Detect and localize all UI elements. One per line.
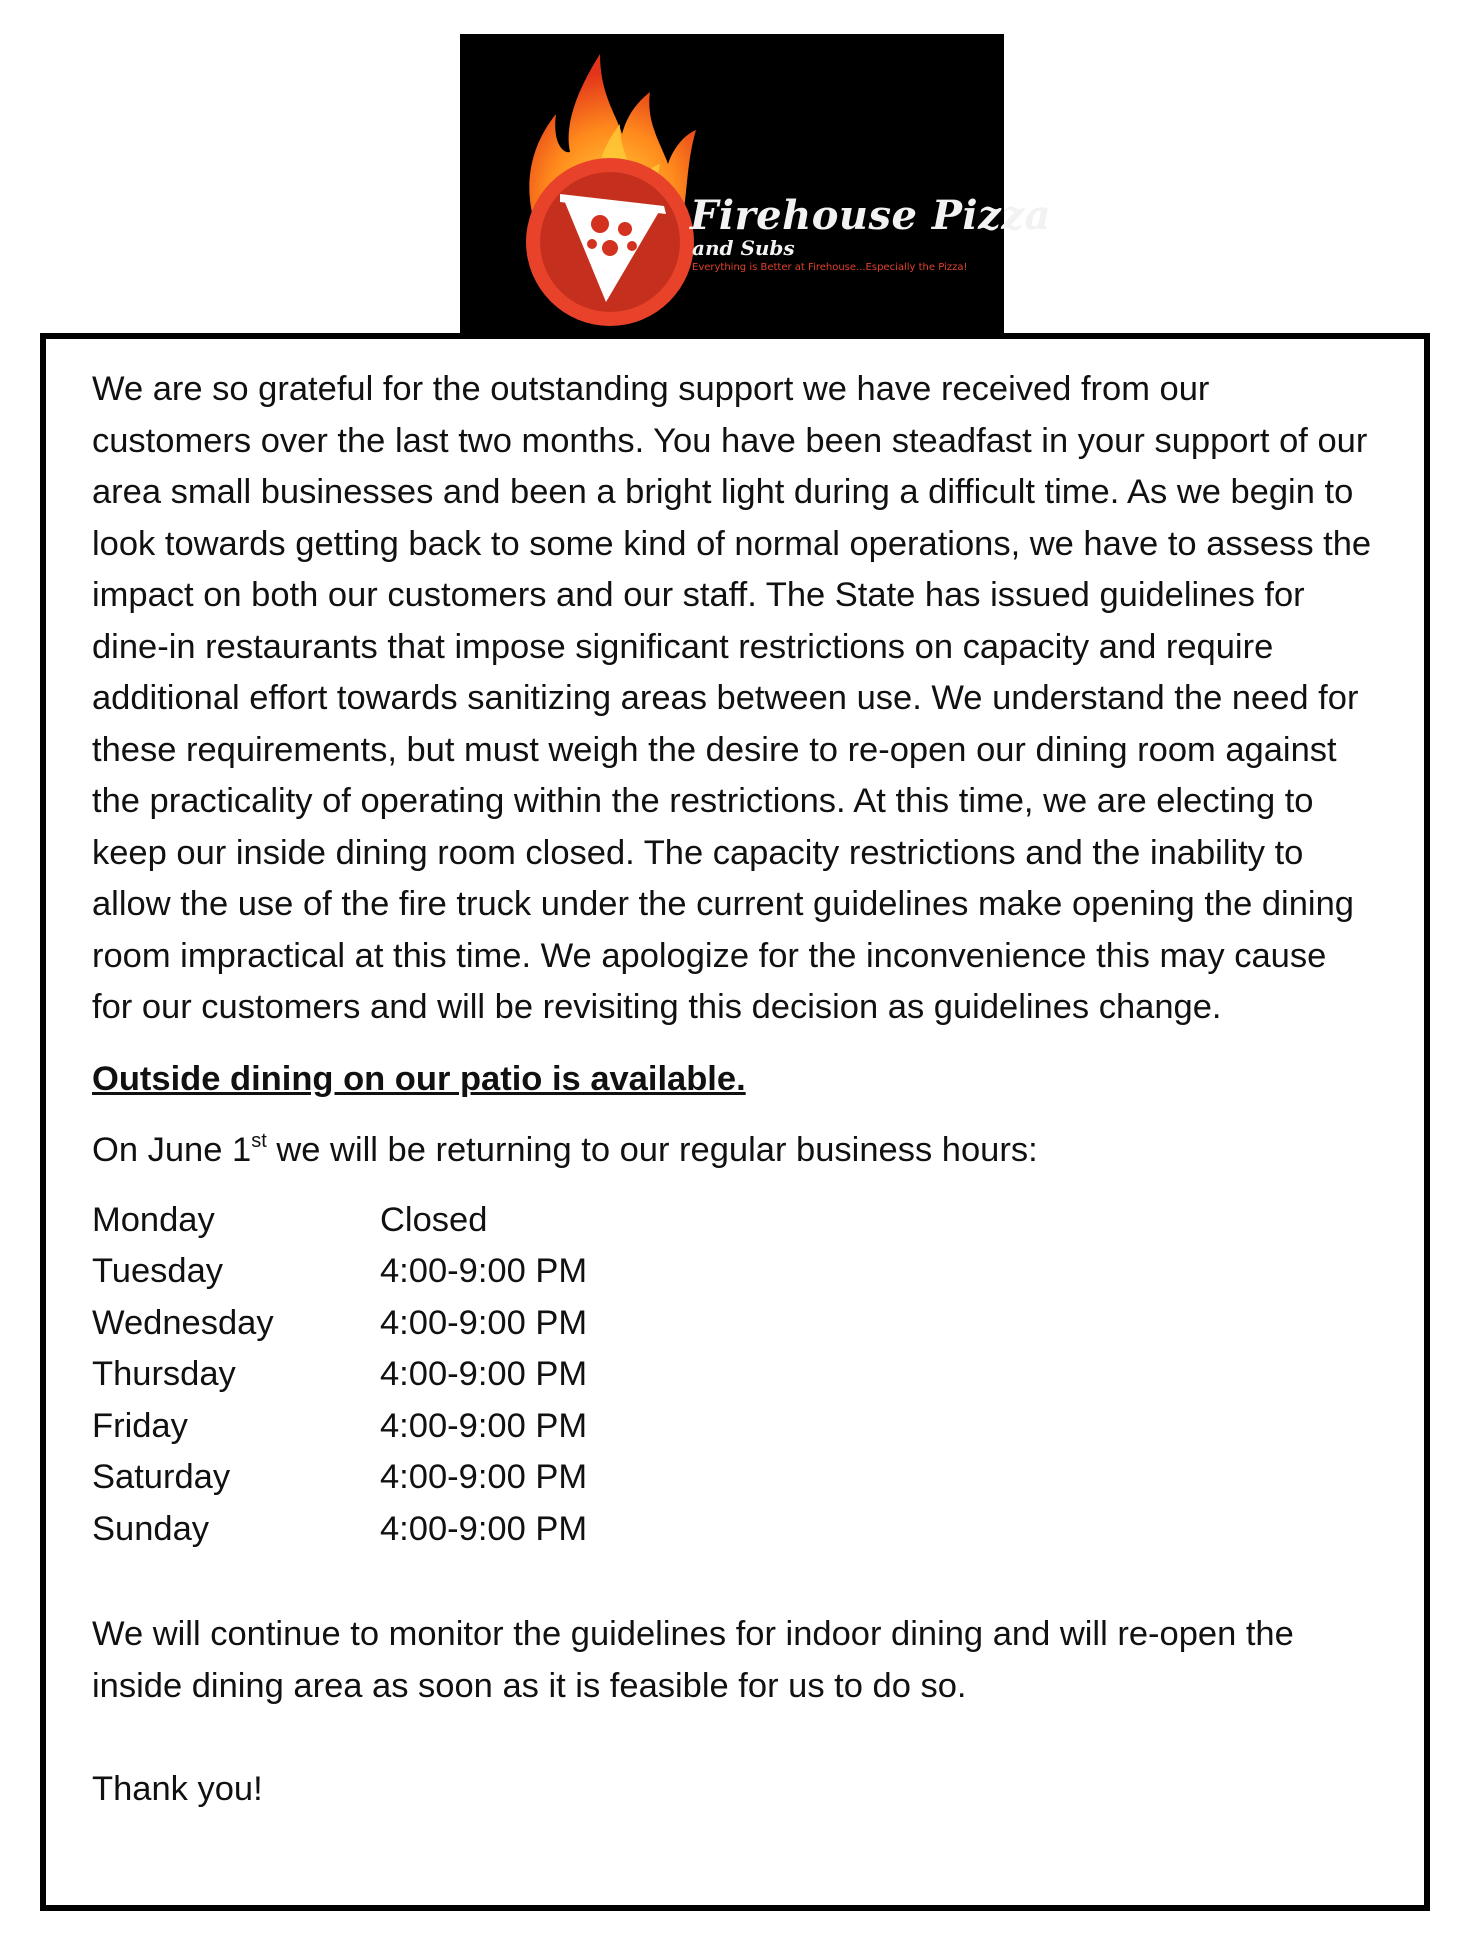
hours-time: 4:00-9:00 PM (380, 1303, 588, 1342)
hours-time: 4:00-9:00 PM (380, 1458, 588, 1496)
patio-notice: Outside dining on our patio is available. (92, 1059, 746, 1098)
business-hours-table (92, 1195, 587, 1556)
hours-row (92, 1504, 587, 1556)
brand-name: Firehouse Pizza (690, 192, 1051, 239)
hours-day: Monday (92, 1200, 215, 1239)
hours-time: 4:00-9:00 PM (380, 1406, 588, 1445)
notice-body: We are so grateful for the outstanding support we have received from our customers over the last two months. You have been steadfast in your support of our area small businesses and been a bright light during a difficult time. As we begin to look towards getting back to some kind of normal operations, we have to assess the impact on both our customers and our staff. The State has issued guidelines for dine-in restaurants that impose significant restrictions on capacity and require additional effort towards sanitizing areas between use. We understand the need for these requirements, but must weigh the desire to re-open our dining room against the practicality of operating within the restrictions. At this time, we are electing to keep our inside dining room closed. The capacity restrictions and the inability to allow the use of the fire truck under the current guidelines make opening the dining room impractical at this time. We apologize for the inconvenience this may cause for our customers and will be revisiting this decision as guidelines change. (92, 370, 1372, 1026)
hours-day: Tuesday (92, 1252, 224, 1290)
notice-content (92, 364, 1372, 1816)
hours-day: Sunday (92, 1509, 210, 1548)
hours-row (92, 1298, 587, 1350)
hours-row (92, 1401, 587, 1453)
hours-intro-start: On June 1 (92, 1131, 252, 1169)
hours-intro-end: we will be returning to our regular business hours: (266, 1131, 1038, 1169)
hours-row (92, 1195, 587, 1247)
hours-row (92, 1246, 587, 1298)
hours-time: 4:00-9:00 PM (380, 1355, 588, 1393)
hours-row (92, 1349, 587, 1401)
brand-tagline: Everything is Better at Firehouse...Especially the Pizza! (692, 262, 968, 273)
logo-banner (460, 34, 1051, 339)
hours-intro (92, 1125, 1372, 1177)
hours-time: 4:00-9:00 PM (380, 1509, 588, 1548)
hours-day: Thursday (92, 1355, 236, 1393)
hours-intro-ordinal: st (251, 1130, 267, 1152)
hours-time: 4:00-9:00 PM (380, 1252, 588, 1290)
hours-time: Closed (380, 1200, 488, 1239)
hours-day: Friday (92, 1406, 188, 1445)
pizza-flame-logo-icon (460, 34, 1004, 339)
hours-day: Wednesday (92, 1303, 274, 1342)
hours-day: Saturday (92, 1458, 231, 1496)
thank-you: Thank you! (92, 1770, 263, 1808)
closing-paragraph: We will continue to monitor the guidelines for indoor dining and will re-open the inside dining area as soon as it is feasible for us to do so. (92, 1615, 1294, 1705)
brand-subtitle: and Subs (692, 236, 795, 260)
hours-row (92, 1452, 587, 1504)
